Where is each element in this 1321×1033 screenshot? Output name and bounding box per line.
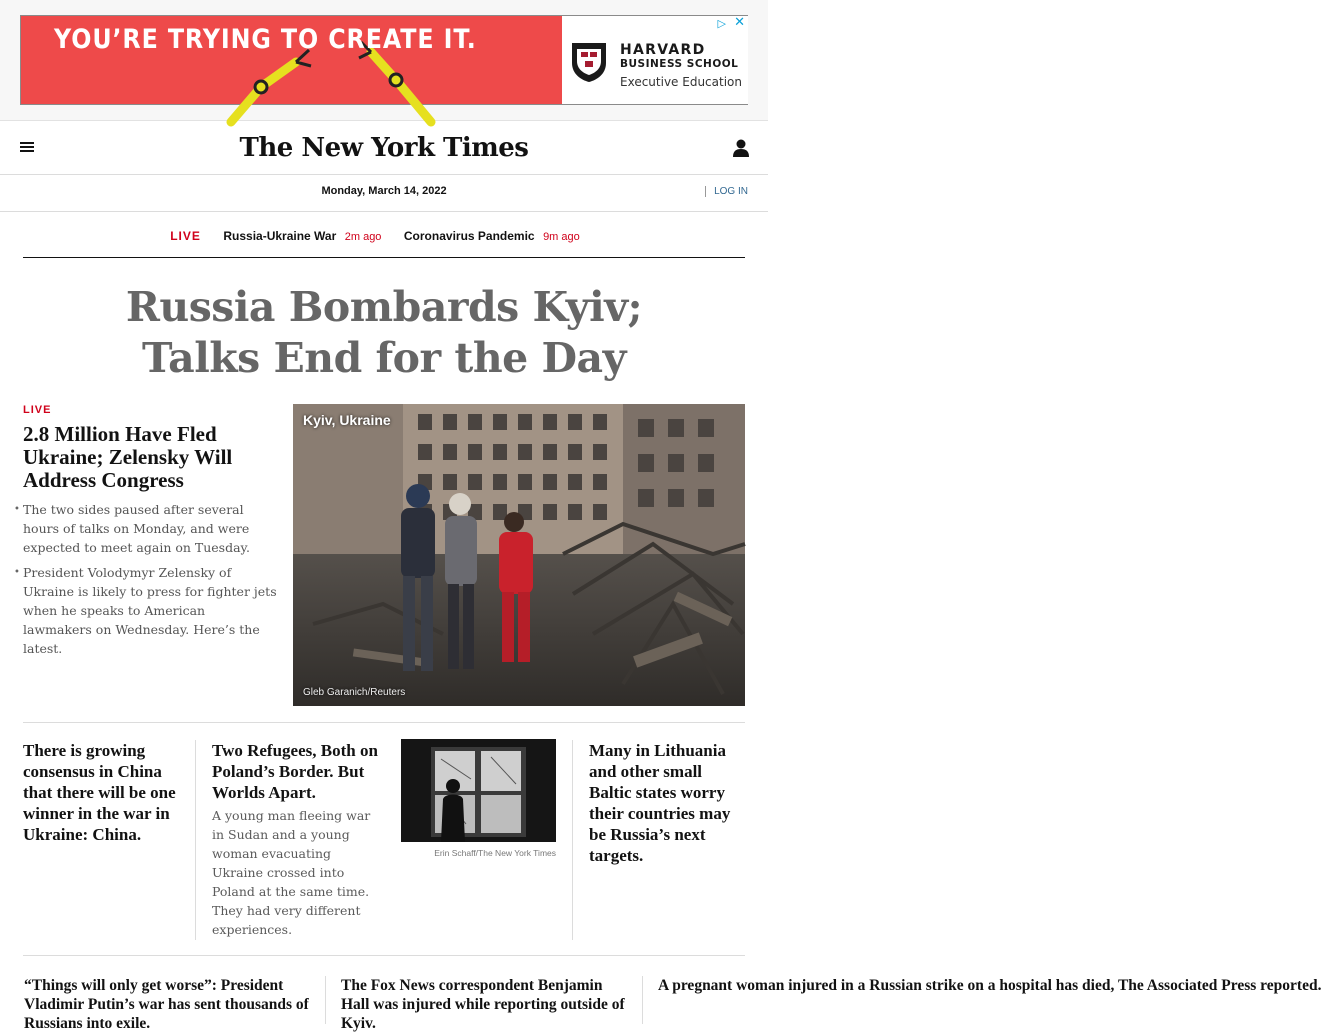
lead-story — [23, 404, 277, 664]
divider — [23, 722, 745, 723]
lead-photo-image — [293, 404, 745, 706]
ad-banner-area — [0, 0, 768, 121]
live-ticker — [23, 212, 745, 258]
ad-banner[interactable] — [20, 15, 748, 105]
lead-photo[interactable] — [293, 404, 745, 706]
ticker-item-russia-ukraine[interactable]: Russia-Ukraine War — [223, 229, 337, 243]
ad-brand-line2: BUSINESS SCHOOL — [620, 58, 739, 70]
story-summary: A young man fleeing war in Sudan and a young woman evacuating Ukraine crossed into Poland at the same time. They had very different experiences. — [212, 808, 371, 937]
main-headline[interactable] — [0, 282, 768, 384]
column-divider — [325, 976, 326, 1024]
main-headline-line2: Talks End for the Day — [142, 334, 626, 382]
ad-brand-line1: HARVARD — [620, 42, 706, 58]
nyt-logo[interactable]: The New York Times — [239, 133, 529, 163]
refugee-photo-image — [401, 739, 556, 842]
bottom-story-putin[interactable]: “Things will only get worse”: President Vladimir Putin’s war has sent thousands of Russians into exile. — [24, 977, 309, 1032]
photo-location-label: Kyiv, Ukraine — [303, 412, 391, 428]
ad-brand-panel[interactable] — [562, 16, 748, 104]
ticker-item-coronavirus[interactable]: Coronavirus Pandemic — [403, 229, 535, 243]
login-link[interactable]: LOG IN — [705, 186, 748, 197]
divider — [23, 955, 745, 956]
column-divider — [195, 740, 196, 940]
ad-brand-line3: Executive Education — [620, 75, 742, 89]
masthead — [0, 122, 768, 175]
refugee-photo[interactable] — [401, 739, 556, 842]
adchoices-icon[interactable]: ▷ — [717, 17, 726, 30]
ad-image-panel[interactable] — [21, 16, 562, 104]
lead-bullet: • President Volodymyr Zelensky of Ukraine is likely to press for fighter jets when he speaks to American lawmakers on Wednesday. Here’s the latest. — [23, 563, 277, 658]
ticker-item-time: 2m ago — [344, 231, 382, 243]
lead-bullet: • The two sides paused after several hours of talks on Monday, and were expected to meet again on Tuesday. — [23, 500, 277, 557]
ad-headline: YOU’RE TRYING TO CREATE IT. — [54, 24, 477, 55]
story-lithuania — [589, 740, 745, 866]
column-divider — [572, 740, 573, 940]
current-date: Monday, March 14, 2022 — [321, 185, 447, 197]
lead-story-title[interactable]: 2.8 Million Have Fled Ukraine; Zelensky Will Address Congress — [23, 422, 233, 492]
story-title[interactable]: Two Refugees, Both on Poland’s Border. But Worlds Apart. — [212, 741, 378, 802]
live-label: LIVE — [170, 229, 201, 243]
story-refugees — [212, 740, 380, 939]
photo-credit: Erin Schaff/The New York Times — [434, 848, 556, 858]
date-bar — [0, 175, 768, 212]
live-label: LIVE — [23, 404, 52, 416]
harvard-shield-icon — [570, 41, 608, 83]
ticker-item-time: 9m ago — [543, 231, 580, 243]
story-title[interactable]: There is growing consensus in China that there will be one winner in the war in Ukraine: China. — [23, 741, 176, 844]
photo-credit: Gleb Garanich/Reuters — [303, 687, 406, 698]
user-icon[interactable] — [732, 138, 750, 158]
story-china — [23, 740, 181, 845]
column-divider — [642, 976, 643, 1024]
main-headline-line1: Russia Bombards Kyiv; — [125, 283, 643, 331]
bottom-story-pregnant-woman[interactable]: A pregnant woman injured in a Russian strike on a hospital has died, The Associated Press reported. — [658, 977, 1321, 994]
lead-bullets — [23, 500, 277, 658]
close-icon[interactable]: ✕ — [734, 15, 745, 30]
bottom-story-fox-news[interactable]: The Fox News correspondent Benjamin Hall was injured while reporting outside of Kyiv. — [341, 977, 625, 1032]
story-title[interactable]: Many in Lithuania and other small Baltic states worry their countries may be Russia’s next targets. — [589, 741, 731, 865]
